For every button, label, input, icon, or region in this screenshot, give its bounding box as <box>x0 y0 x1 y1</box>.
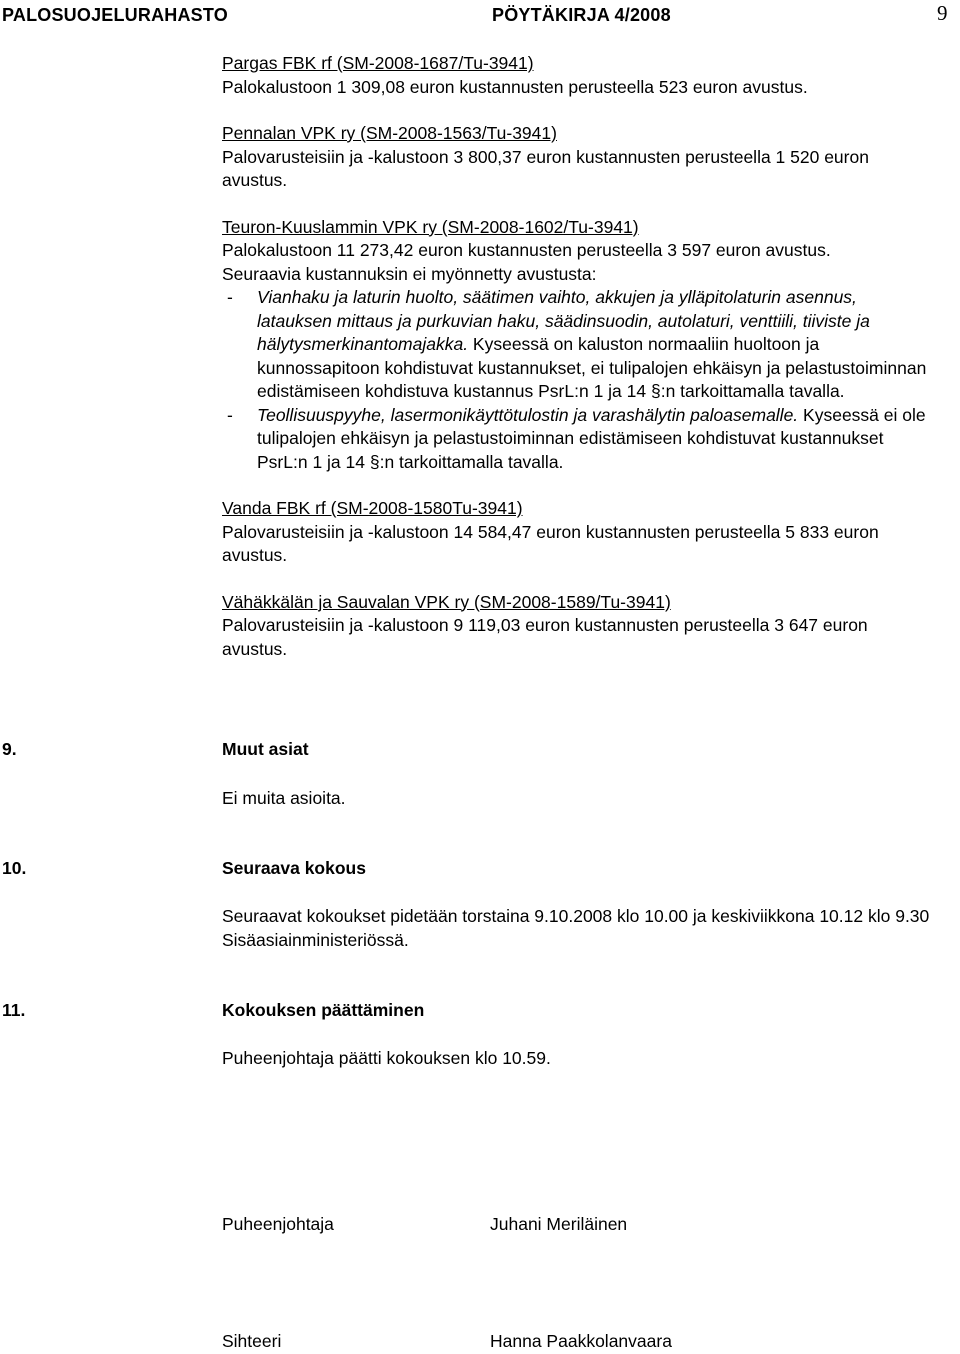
bullet-dash: - <box>227 287 233 307</box>
grant-organization: Teuron-Kuuslammin VPK ry (SM-2008-1602/Tu-3941) <box>222 216 639 237</box>
section-title: Kokouksen päättäminen <box>222 1000 425 1020</box>
grant-description: Palovarusteisiin ja -kalustoon 14 584,47 euron kustannusten perusteella 5 833 euron avustus. <box>222 521 879 565</box>
grant-description: Palovarusteisiin ja -kalustoon 3 800,37 euron kustannusten perusteella 1 520 euron avustus. <box>222 146 869 190</box>
section-body: Seuraavat kokoukset pidetään torstaina 9.10.2008 klo 10.00 ja keskiviikkona 10.12 klo 9.30 Sisäasiainministeriössä. <box>222 906 930 950</box>
signature-role: Puheenjohtaja <box>222 1214 334 1234</box>
signature-name: Juhani Meriläinen <box>490 1214 628 1234</box>
grant-organization: Pargas FBK rf (SM-2008-1687/Tu-3941) <box>222 53 534 73</box>
grant-item <box>222 216 932 475</box>
signature-role: Sihteeri <box>222 1331 282 1351</box>
grants-list <box>222 52 932 684</box>
grant-item <box>222 52 932 99</box>
bullet-dash: - <box>227 404 233 425</box>
excluded-cost-items: Teollisuuspyyhe, lasermonikäyttötulostin ja varashälytin paloasemalle. <box>257 404 799 425</box>
section-body: Puheenjohtaja päätti kokouksen klo 10.59. <box>222 1048 551 1068</box>
section-number: 11. <box>2 1000 26 1020</box>
grant-organization: Pennalan VPK ry (SM-2008-1563/Tu-3941) <box>222 123 557 143</box>
grant-description: Palokalustoon 1 309,08 euron kustannusten perusteella 523 euron avustus. <box>222 76 808 97</box>
grant-organization: Vähäkkälän ja Sauvalan VPK ry (SM-2008-1589/Tu-3941) <box>222 591 671 612</box>
organization-title: PALOSUOJELURAHASTO <box>2 5 228 25</box>
excluded-cost-reason: Kyseessä on kaluston normaaliin huoltoon ja kunnossapitoon kohdistuvat kustannukset, ei tulipalojen ehkäisyn ja pelastustoiminnan edistämiseen kohdistuva kustannus PsrL:n 1 ja 14 §:n tarkoittamalla tavalla. <box>257 334 927 401</box>
document-title: PÖYTÄKIRJA 4/2008 <box>492 5 671 25</box>
excluded-cost-items: Vianhaku ja laturin huolto, säätimen vaihto, akkujen ja ylläpitolaturin asennus, latauksen mittaus ja purkuvian haku, säädinsuodin, autolaturi, venttiili, tiiviste ja hälytysmerkinantomajakka. <box>257 287 870 354</box>
section-title: Muut asiat <box>222 739 309 759</box>
grant-organization: Vanda FBK rf (SM-2008-1580Tu-3941) <box>222 498 523 518</box>
section-body: Ei muita asioita. <box>222 788 346 808</box>
grant-description: Palovarusteisiin ja -kalustoon 9 119,03 euron kustannusten perusteella 3 647 euron avustus. <box>222 615 868 659</box>
grant-exclusion-note: Seuraavia kustannuksin ei myönnetty avustusta: <box>222 263 597 284</box>
excluded-cost-item <box>222 286 932 404</box>
page-number: 9 <box>937 1 948 25</box>
excluded-cost-reason: Kyseessä ei ole tulipalojen ehkäisyn ja pelastustoiminnan edistämiseen kohdistuvat kustannukset PsrL:n 1 ja 14 §:n tarkoittamalla tavalla. <box>257 404 926 472</box>
section-number: 10. <box>2 858 27 878</box>
grant-item <box>222 591 932 662</box>
grant-item <box>222 122 932 193</box>
section-title: Seuraava kokous <box>222 858 366 878</box>
signature-name: Hanna Paakkolanvaara <box>490 1331 672 1351</box>
section-number: 9. <box>2 739 17 759</box>
page-header <box>0 2 960 28</box>
grant-item <box>222 497 932 568</box>
excluded-cost-item <box>222 404 932 475</box>
grant-description: Palokalustoon 11 273,42 euron kustannusten perusteella 3 597 euron avustus. <box>222 240 831 260</box>
